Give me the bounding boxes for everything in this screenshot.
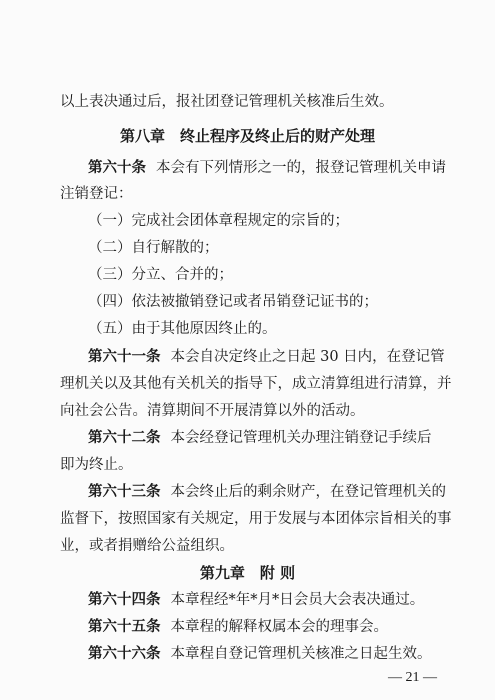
article-label: 第六十三条 <box>88 484 161 500</box>
text-line: 以上表决通过后，报社团登记管理机关核准后生效。 <box>60 94 394 110</box>
chapter-heading: 第八章 终止程序及终止后的财产处理 <box>119 127 375 145</box>
article-label: 第六十四条 <box>88 592 161 608</box>
list-item: （三）分立、合并的； <box>88 267 233 283</box>
list-item: （一）完成社会团体章程规定的宗旨的； <box>88 213 349 229</box>
article-text: 本会有下列情形之一的，报登记管理机关申请 <box>156 160 446 176</box>
article-text: 本章程经*年*月*日会员大会表决通过。 <box>170 592 425 608</box>
article-65 <box>88 617 468 637</box>
list-item: （二）自行解散的； <box>88 240 219 256</box>
text-line: 业，或者捐赠给公益组织。 <box>60 538 234 554</box>
text-line: 监督下，按照国家有关规定，用于发展与本团体宗旨相关的事 <box>60 511 452 527</box>
text-line: 理机关以及其他有关机关的指导下，成立清算组进行清算，并 <box>60 376 452 392</box>
list-item: （四）依法被撤销登记或者吊销登记证书的； <box>88 294 378 310</box>
article-label: 第六十二条 <box>88 430 161 446</box>
article-text: 本会自决定终止之日起 30 日内，在登记管 <box>170 349 445 365</box>
article-label: 第六十五条 <box>88 619 161 635</box>
text-line: 向社会公告。清算期间不开展清算以外的活动。 <box>60 403 365 419</box>
article-text: 本会终止后的剩余财产，在登记管理机关的 <box>170 484 446 500</box>
article-text: 本章程自登记管理机关核准之日起生效。 <box>170 646 432 662</box>
text-line: 注销登记： <box>60 186 133 202</box>
page-number: — 21 — <box>388 670 437 685</box>
article-label: 第六十六条 <box>88 646 161 662</box>
article-63 <box>88 482 468 502</box>
list-item: （五）由于其他原因终止的。 <box>88 321 277 337</box>
article-60 <box>88 158 468 178</box>
article-label: 第六十条 <box>88 160 146 176</box>
article-text: 本章程的解释权属本会的理事会。 <box>170 619 388 635</box>
article-label: 第六十一条 <box>88 349 161 365</box>
text-line: 即为终止。 <box>60 457 133 473</box>
article-text: 本会经登记管理机关办理注销登记手续后 <box>170 430 432 446</box>
article-66 <box>88 644 468 664</box>
article-64 <box>88 590 468 610</box>
article-62 <box>88 428 468 448</box>
article-61 <box>88 347 468 367</box>
chapter-heading: 第九章 附 则 <box>199 564 296 582</box>
